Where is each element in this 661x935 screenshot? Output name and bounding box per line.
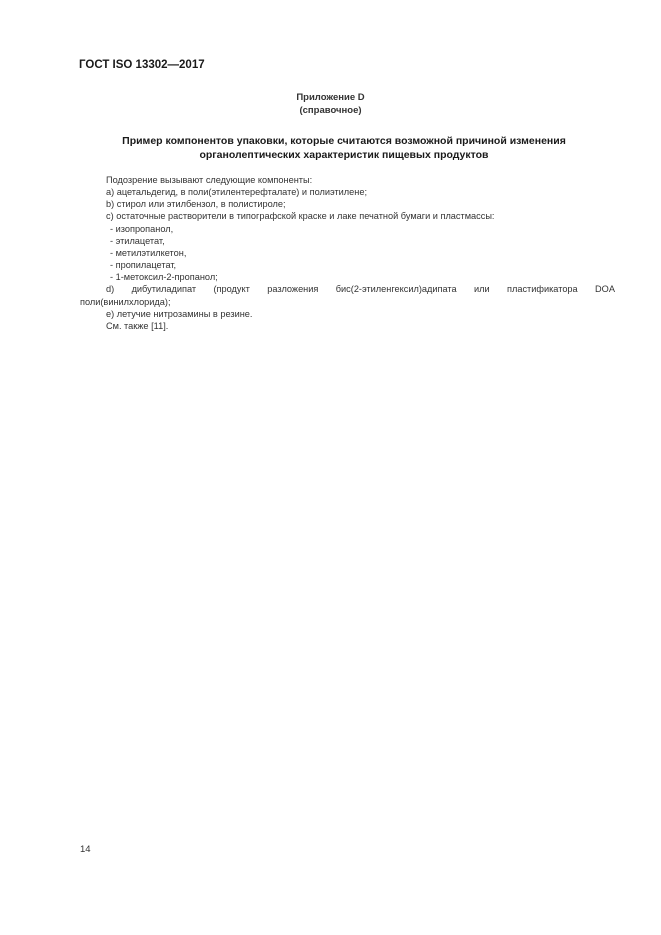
intro-paragraph: Подозрение вызывают следующие компоненты: [106, 175, 313, 185]
list-item-d-continuation: поли(винилхлорида); [80, 296, 171, 307]
word: пластификатора [507, 284, 578, 295]
document-header: ГОСТ ISO 13302—2017 [79, 59, 205, 71]
sub-item: - метилэтилкетон, [110, 247, 187, 258]
word: бис(2-этиленгексил)адипата [335, 284, 457, 295]
heading-line-1: Пример компонентов упаковки, которые считаются возможной причиной изменения [122, 135, 566, 147]
annex-type: (справочное) [299, 105, 362, 116]
word: DOA [595, 284, 615, 295]
see-also-reference: См. также [11]. [106, 320, 169, 331]
sub-item: - пропилацетат, [110, 260, 177, 271]
word: дибутиладипат [131, 284, 197, 295]
list-item-a: a) ацетальдегид, в поли(этилентерефталате) и полиэтилене; [106, 187, 368, 198]
word: разложения [267, 284, 319, 295]
list-item-b: b) стирол или этилбензол, в полистироле; [106, 199, 286, 210]
sub-item: - 1-метоксил-2-пропанол; [110, 272, 218, 283]
annex-heading [80, 134, 608, 162]
list-item-e: e) летучие нитрозамины в резине. [106, 308, 253, 319]
page-number: 14 [80, 844, 91, 855]
list-item-c: c) остаточные растворители в типографской краске и лаке печатной бумаги и пластмассы: [106, 211, 495, 222]
heading-line-2: органолептических характеристик пищевых продуктов [199, 149, 489, 161]
sub-item: - этилацетат, [110, 235, 165, 246]
word: d) [106, 284, 115, 295]
sub-item: - изопропанол, [110, 223, 174, 234]
word: или [473, 284, 490, 295]
word: (продукт [213, 284, 250, 295]
list-item-d [80, 283, 615, 295]
document-body [80, 174, 615, 332]
annex-title: Приложение D [296, 92, 365, 103]
